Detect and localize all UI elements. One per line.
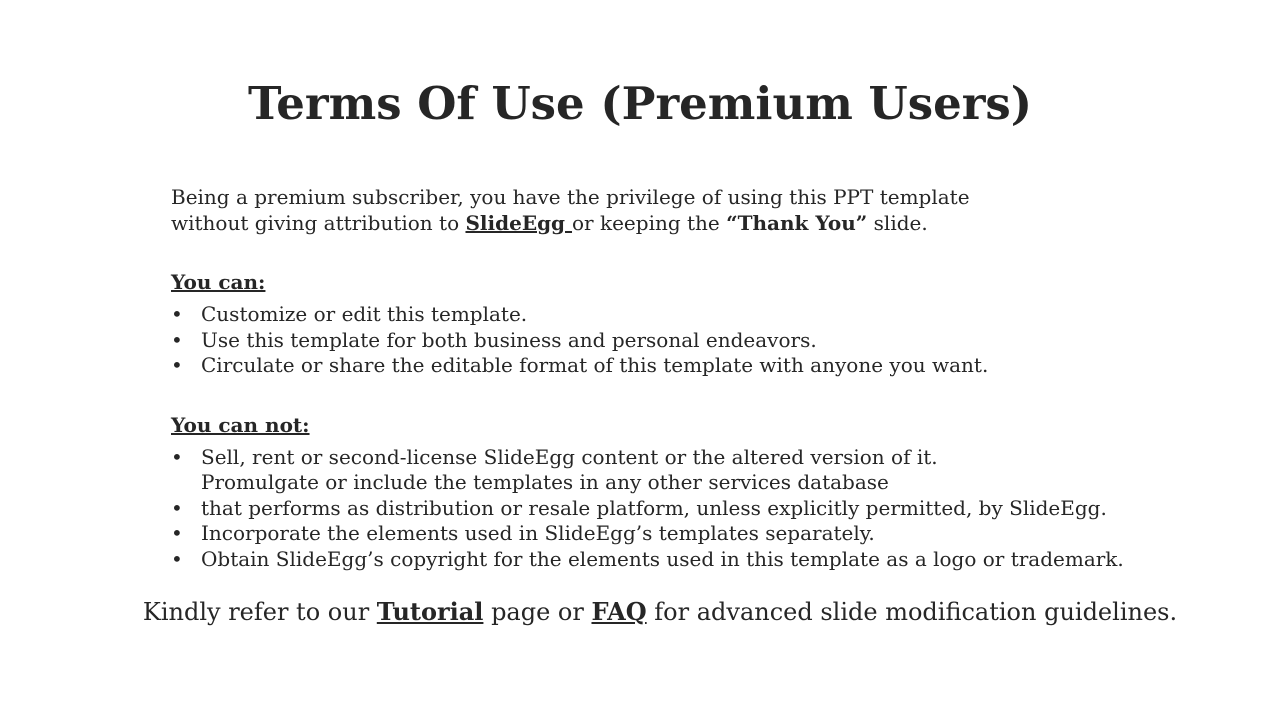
you-can-not-heading: You can not:: [171, 412, 310, 437]
footer-text-after: for advanced slide modification guidelines.: [646, 598, 1178, 626]
footer-text-before: Kindly refer to our: [142, 598, 377, 626]
list-item: • Circulate or share the editable format of this template with anyone you want.: [171, 353, 1131, 379]
you-can-not-list: [171, 445, 1131, 573]
intro-line-2: [171, 210, 1131, 236]
list-item: • Sell, rent or second-license SlideEgg content or the altered version of it.: [171, 445, 1131, 471]
footer-text-middle: page or: [483, 598, 592, 626]
list-item: • Use this template for both business and personal endeavors.: [171, 328, 1131, 354]
intro-text-before: without giving attribution to: [171, 211, 466, 235]
you-can-list: [171, 302, 1131, 379]
thank-you-text: “Thank You”: [726, 211, 868, 235]
faq-link[interactable]: FAQ: [591, 597, 647, 626]
intro-paragraph: [171, 184, 1131, 236]
list-item: • Customize or edit this template.: [171, 302, 1131, 328]
slideegg-link[interactable]: SlideEgg: [465, 211, 573, 235]
list-item-continuation: Promulgate or include the templates in any other services database: [201, 470, 889, 494]
terms-content: [171, 184, 1131, 572]
footer-note: [0, 595, 1280, 629]
intro-text-middle: or keeping the: [572, 211, 727, 235]
you-can-heading: You can:: [171, 270, 266, 294]
list-item: • Obtain SlideEgg’s copyright for the elements used in this template as a logo or trademark.: [171, 547, 1131, 573]
list-item: • Incorporate the elements used in SlideEgg’s templates separately.: [171, 521, 1131, 547]
tutorial-link[interactable]: Tutorial: [376, 597, 484, 626]
list-item: • that performs as distribution or resale platform, unless explicitly permitted, by SlideEgg.: [171, 496, 1131, 522]
page-title: Terms Of Use (Premium Users): [247, 77, 1033, 130]
intro-text-after: slide.: [867, 211, 928, 235]
intro-line-1: Being a premium subscriber, you have the privilege of using this PPT template: [171, 185, 970, 209]
